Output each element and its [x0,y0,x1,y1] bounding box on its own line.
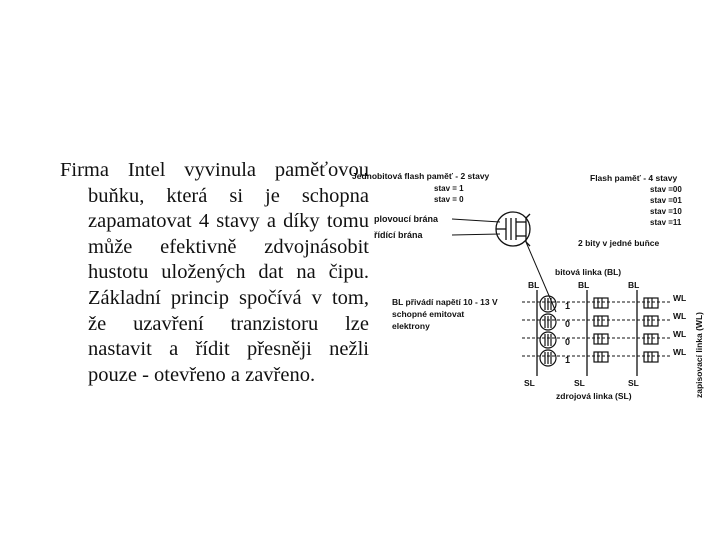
cell-value-2: 0 [565,337,571,347]
bl-voltage-line-2: schopné emitovat [392,309,465,319]
wl-label-0: WL [673,293,687,303]
cell-value-1: 0 [565,319,571,329]
multi-state-0: stav =00 [650,185,682,194]
multi-state-2: stav =10 [650,207,682,216]
control-gate-label: řídící brána [374,230,423,240]
word-line-label: zapisovací linka (WL) [694,312,704,398]
control-gate-pointer [452,234,500,235]
sl-label-2: SL [628,378,639,388]
source-line-label: zdrojová linka (SL) [556,391,632,401]
bl-voltage-line-1: BL přivádí napětí 10 - 13 V [392,297,498,307]
transistor-symbol [496,212,530,246]
bit-line-label: bitová linka (BL) [555,267,622,277]
single-state-0: stav = 0 [434,195,464,204]
single-bit-title: Jednobitová flash paměť - 2 stavy [352,171,490,181]
single-state-1: stav = 1 [434,184,464,193]
cell-value-3: 1 [565,355,571,365]
flash-memory-diagram [350,162,710,412]
cell-column-1 [594,298,608,362]
two-bits-label: 2 bity v jedné buňce [578,238,660,248]
sl-label-0: SL [524,378,535,388]
bl-label-0: BL [528,280,540,290]
multi-title: Flash paměť - 4 stavy [590,173,678,183]
cell-value-0: 1 [565,301,571,311]
floating-gate-pointer [452,219,500,222]
floating-gate-label: plovoucí brána [374,214,439,224]
wl-label-2: WL [673,329,687,339]
multi-state-1: stav =01 [650,196,682,205]
body-text: Firma Intel vyvinula paměťovou buňku, která si je schopna zapamatovat 4 stavy a díky tomu může efektivně zdvojnásobit hustotu uložených dat na čipu. Základní princip spočívá v tom, že uzavření tranzistoru lze nastavit a řídit přesněji nežli pouze - otevřeno a zavřeno. [60,159,369,386]
cell-column-2 [644,298,658,362]
bl-label-2: BL [628,280,640,290]
wl-label-1: WL [673,311,687,321]
wl-label-3: WL [673,347,687,357]
sl-label-1: SL [574,378,585,388]
multi-state-3: stav =11 [650,218,682,227]
bl-label-1: BL [578,280,590,290]
bl-voltage-line-3: elektrony [392,321,430,331]
